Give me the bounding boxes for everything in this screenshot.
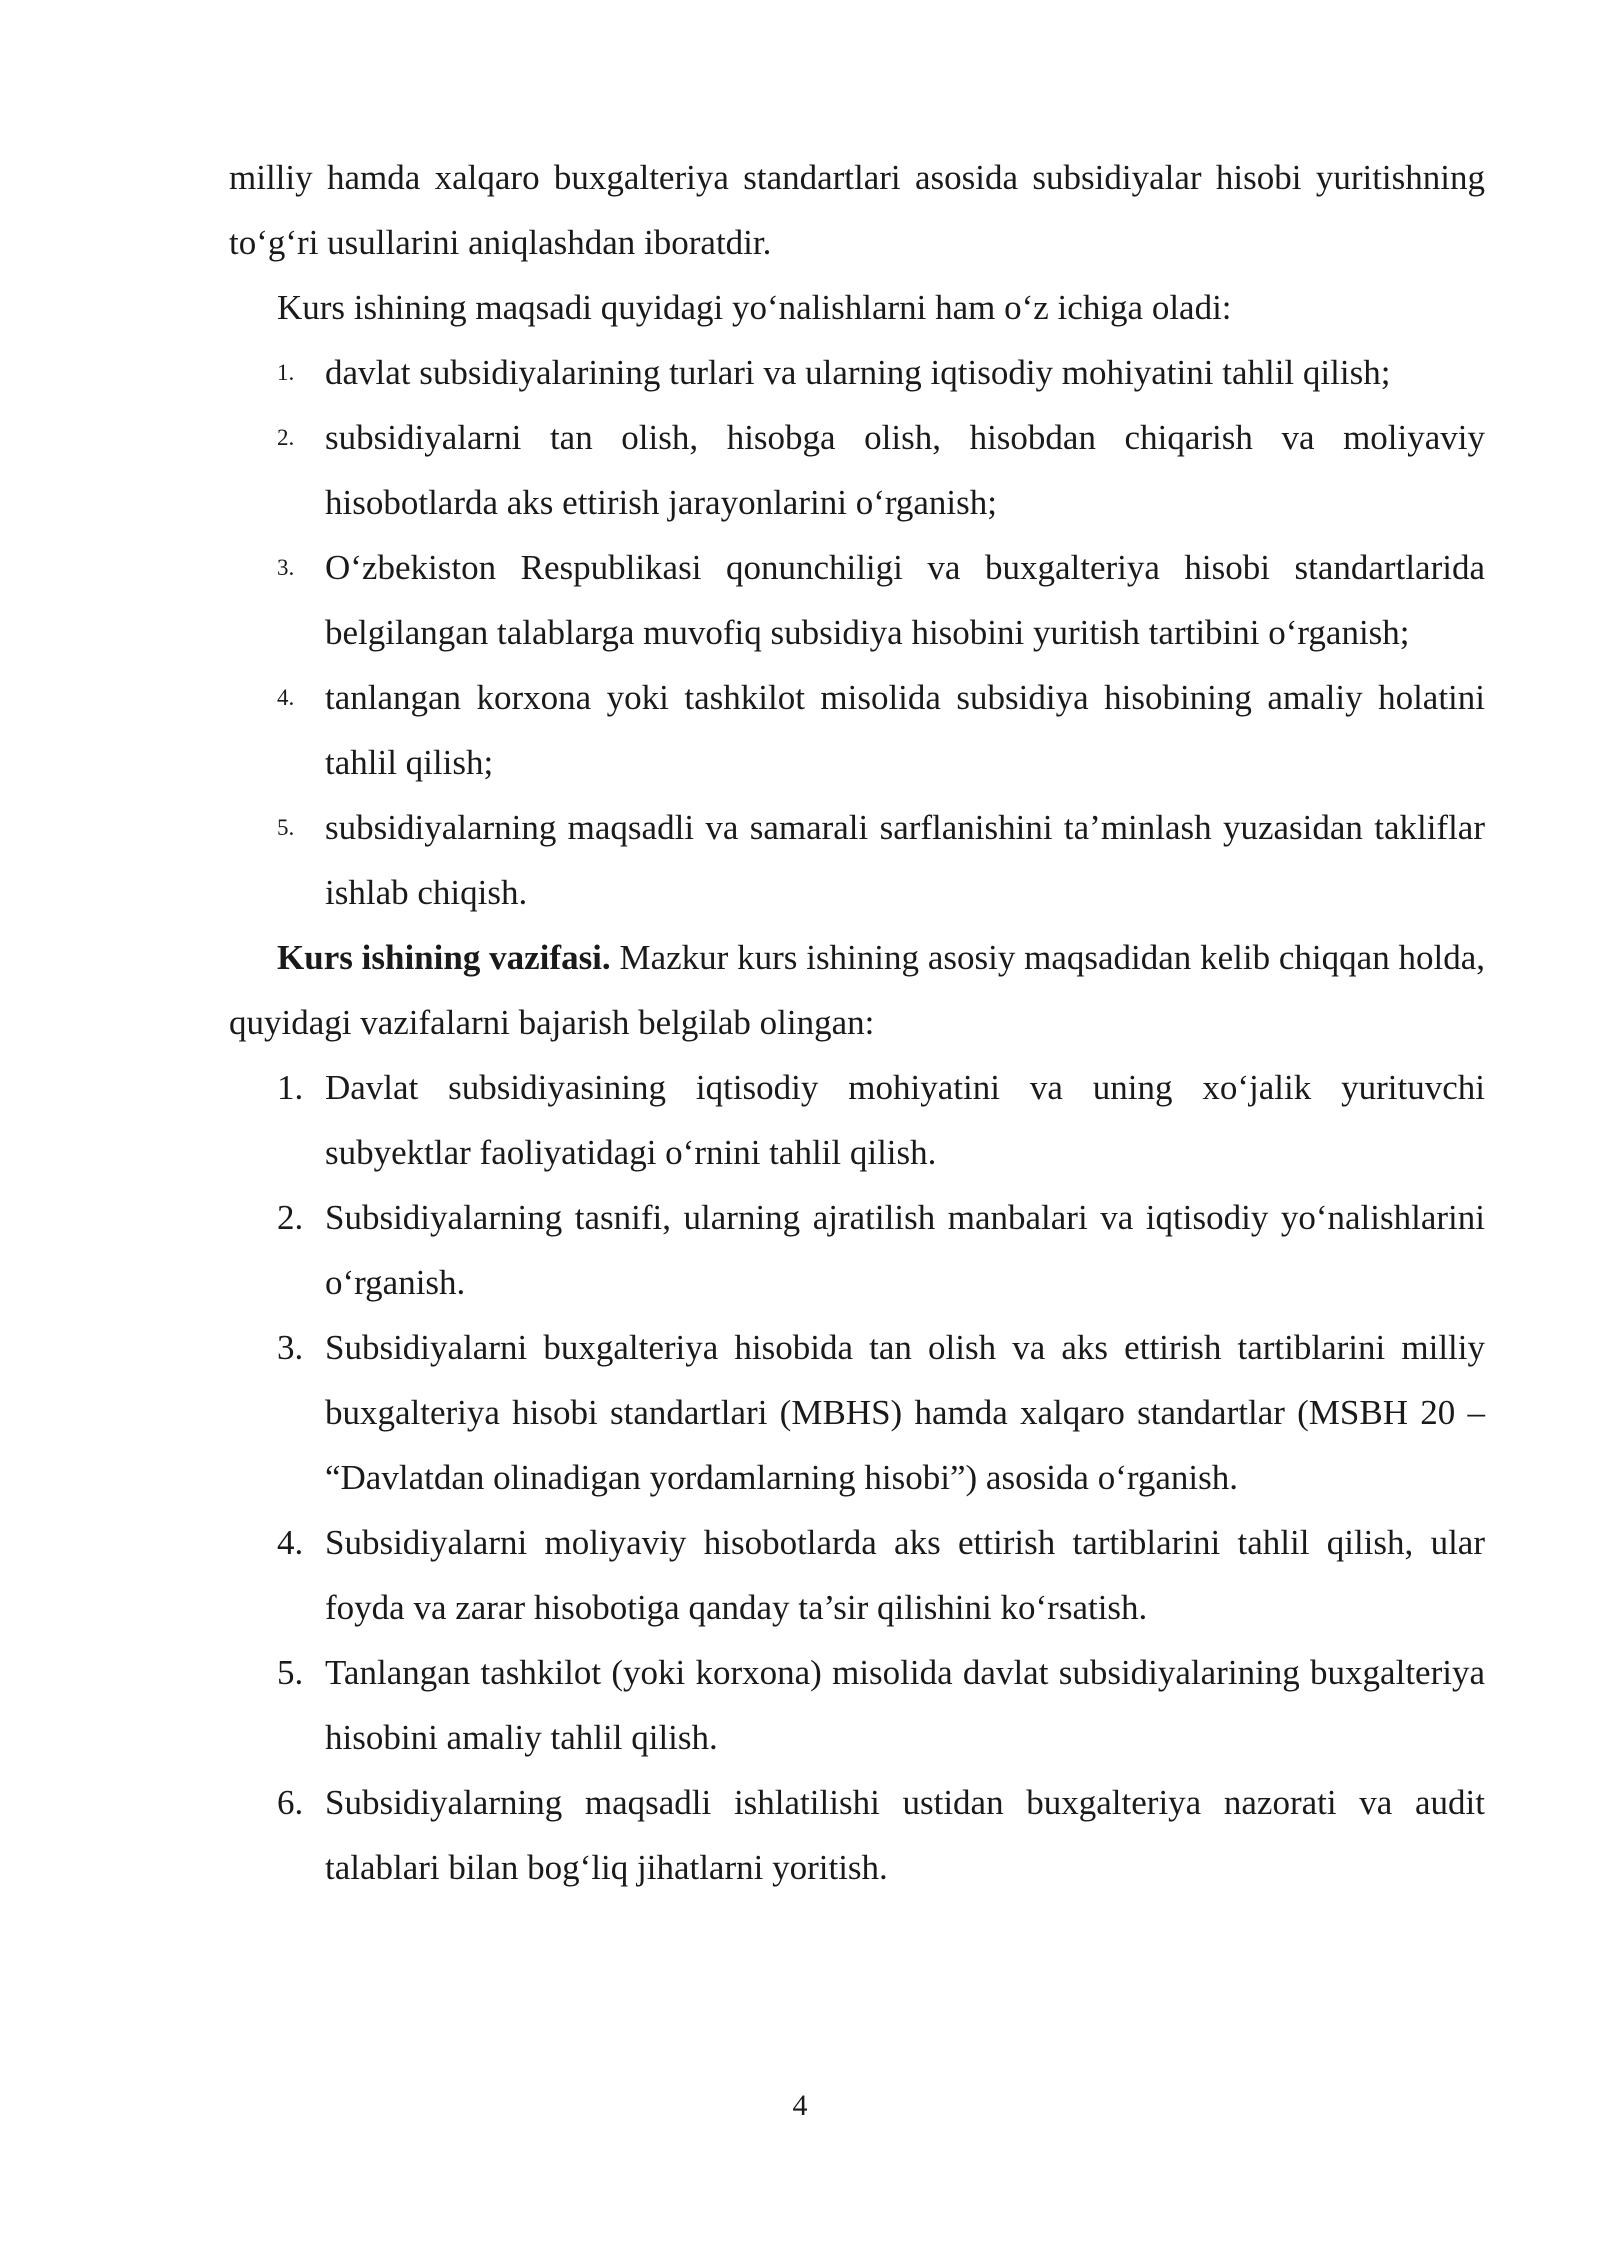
list-item-number: 2. bbox=[277, 425, 295, 450]
list-item-text: Subsidiyalarning maqsadli ishlatilishi ustidan buxgalteriya nazorati va audit talablari bilan bog‘liq jihatlarni yoritish. bbox=[325, 1783, 1485, 1887]
list-item-number: 2. bbox=[277, 1198, 304, 1237]
list-item bbox=[277, 795, 1485, 925]
list-item bbox=[277, 535, 1485, 665]
goals-list bbox=[229, 340, 1485, 925]
intro-paragraph: milliy hamda xalqaro buxgalteriya standartlari asosida subsidiyalar hisobi yuritishning to‘g‘ri usullarini aniqlashdan iboratdir. bbox=[229, 158, 1485, 262]
tasks-heading: Kurs ishining vazifasi. bbox=[277, 938, 611, 977]
list-item-text: davlat subsidiyalarining turlari va ularning iqtisodiy mohiyatini tahlil qilish; bbox=[325, 353, 1391, 392]
tasks-intro-paragraph bbox=[229, 925, 1485, 1055]
list-item-text: subsidiyalarning maqsadli va samarali sarflanishini ta’minlash yuzasidan takliflar ishlab chiqish. bbox=[325, 808, 1485, 912]
list-item-text: Davlat subsidiyasining iqtisodiy mohiyatini va uning xo‘jalik yurituvchi subyektlar faoliyatidagi o‘rnini tahlil qilish. bbox=[325, 1068, 1485, 1172]
list-item-text: Tanlangan tashkilot (yoki korxona) misolida davlat subsidiyalarining buxgalteriya hisobini amaliy tahlil qilish. bbox=[325, 1653, 1485, 1757]
list-item bbox=[277, 1510, 1485, 1640]
tasks-list bbox=[229, 1055, 1485, 1900]
list-item-number: 4. bbox=[277, 685, 295, 710]
list-item bbox=[277, 340, 1485, 405]
list-item bbox=[277, 1185, 1485, 1315]
list-item bbox=[277, 1640, 1485, 1770]
page-number: 4 bbox=[792, 2089, 808, 2122]
list-item-number: 3. bbox=[277, 555, 295, 580]
list-item-text: tanlangan korxona yoki tashkilot misolida subsidiya hisobining amaliy holatini tahlil qilish; bbox=[325, 678, 1485, 782]
list-item-text: O‘zbekiston Respublikasi qonunchiligi va buxgalteriya hisobi standartlarida belgilangan talablarga muvofiq subsidiya hisobini yuritish tartibini o‘rganish; bbox=[325, 548, 1485, 652]
list-item-number: 1. bbox=[277, 1068, 304, 1107]
goals-intro-paragraph: Kurs ishining maqsadi quyidagi yo‘nalishlarni ham o‘z ichiga oladi: bbox=[277, 288, 1232, 327]
list-item-number: 5. bbox=[277, 815, 295, 840]
list-item-text: Subsidiyalarni buxgalteriya hisobida tan olish va aks ettirish tartiblarini milliy buxgalteriya hisobi standartlari (MBHS) hamda xalqaro standartlar (MSBH 20 – “Davlatdan olinadigan yordamlarning hisobi”) asosida o‘rganish. bbox=[325, 1328, 1485, 1497]
list-item-number: 3. bbox=[277, 1328, 304, 1367]
tasks-intro-text: Mazkur kurs ishining asosiy maqsadidan kelib chiqqan holda, quyidagi vazifalarni bajarish belgilab olingan: bbox=[229, 938, 1486, 1042]
list-item bbox=[277, 1770, 1485, 1900]
list-item-number: 6. bbox=[277, 1783, 304, 1822]
list-item-number: 5. bbox=[277, 1653, 304, 1692]
list-item-number: 4. bbox=[277, 1523, 304, 1562]
list-item-text: subsidiyalarni tan olish, hisobga olish, hisobdan chiqarish va moliyaviy hisobotlarda aks ettirish jarayonlarini o‘rganish; bbox=[325, 418, 1485, 522]
document-page-body bbox=[229, 145, 1485, 1900]
list-item bbox=[277, 1055, 1485, 1185]
list-item bbox=[277, 1315, 1485, 1510]
list-item-text: Subsidiyalarni moliyaviy hisobotlarda aks ettirish tartiblarini tahlil qilish, ular foyda va zarar hisobotiga qanday ta’sir qilishini ko‘rsatish. bbox=[325, 1523, 1485, 1627]
list-item-text: Subsidiyalarning tasnifi, ularning ajratilish manbalari va iqtisodiy yo‘nalishlarini o‘rganish. bbox=[325, 1198, 1485, 1302]
list-item bbox=[277, 665, 1485, 795]
list-item bbox=[277, 405, 1485, 535]
list-item-number: 1. bbox=[277, 360, 295, 385]
